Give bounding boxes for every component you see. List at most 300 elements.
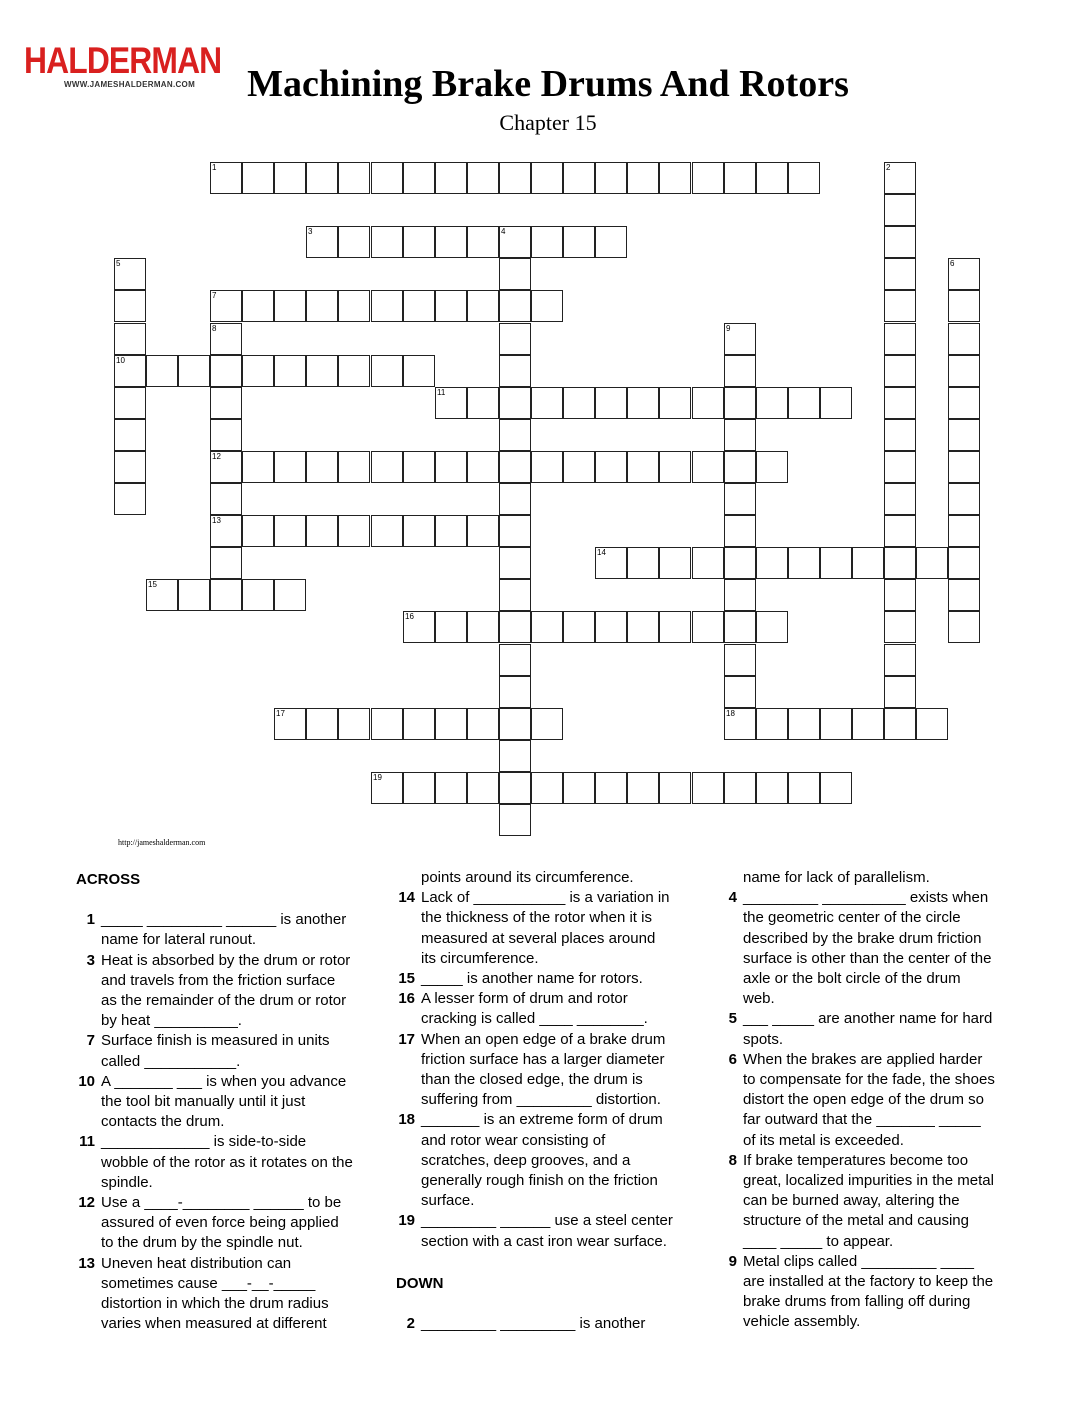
crossword-cell[interactable]: [210, 419, 242, 451]
crossword-cell[interactable]: [242, 355, 274, 387]
crossword-cell[interactable]: [724, 772, 756, 804]
crossword-cell[interactable]: [692, 387, 724, 419]
crossword-cell[interactable]: [499, 451, 531, 483]
crossword-cell[interactable]: [692, 772, 724, 804]
crossword-cell[interactable]: [820, 772, 852, 804]
clue-text-line: When an open edge of a brake drum: [421, 1030, 666, 1048]
crossword-cell[interactable]: [884, 611, 916, 643]
crossword-cell[interactable]: [435, 162, 467, 194]
crossword-cell[interactable]: [499, 804, 531, 836]
crossword-cell[interactable]: [210, 579, 242, 611]
crossword-cell[interactable]: [467, 387, 499, 419]
clue-text-line: spots.: [743, 1030, 784, 1048]
crossword-cell[interactable]: [948, 323, 980, 355]
clue-number-label: 18: [398, 1111, 415, 1129]
crossword-cell[interactable]: [531, 451, 563, 483]
clue-text-line: name for lack of parallelism.: [743, 869, 930, 886]
crossword-cell[interactable]: [948, 387, 980, 419]
crossword-cell[interactable]: [274, 290, 306, 322]
crossword-cell[interactable]: [435, 772, 467, 804]
crossword-cell[interactable]: [724, 355, 756, 387]
crossword-cell[interactable]: [756, 387, 788, 419]
clue-number-label: 16: [398, 990, 415, 1008]
crossword-cell[interactable]: [274, 515, 306, 547]
crossword-cell[interactable]: [531, 611, 563, 643]
crossword-cell[interactable]: [467, 772, 499, 804]
clue-column-3: [718, 868, 1018, 1333]
crossword-cell[interactable]: [467, 451, 499, 483]
crossword-cell[interactable]: [627, 547, 659, 579]
clue-text-line: far outward that the _______ _____: [743, 1111, 981, 1129]
crossword-cell[interactable]: [884, 515, 916, 547]
crossword-cell[interactable]: [884, 387, 916, 419]
crossword-cell[interactable]: [146, 355, 178, 387]
crossword-cell[interactable]: [306, 451, 338, 483]
crossword-cell[interactable]: [499, 419, 531, 451]
crossword-cell[interactable]: [820, 708, 852, 740]
clue-text-line: surface.: [421, 1192, 475, 1210]
crossword-cell[interactable]: [531, 162, 563, 194]
crossword-cell[interactable]: [948, 419, 980, 451]
clue-text-line: _________ __________ exists when: [743, 889, 989, 907]
clue-text-line: its circumference.: [421, 949, 539, 967]
crossword-cell[interactable]: [403, 290, 435, 322]
crossword-cell[interactable]: [884, 547, 916, 579]
crossword-cell[interactable]: [884, 419, 916, 451]
crossword-cell[interactable]: [210, 387, 242, 419]
clue-across-3: [76, 951, 376, 1032]
crossword-cell[interactable]: [627, 451, 659, 483]
crossword-cell[interactable]: [274, 579, 306, 611]
crossword-cell[interactable]: [499, 579, 531, 611]
crossword-cell[interactable]: [788, 162, 820, 194]
clue-number: 1: [212, 163, 217, 172]
crossword-cell[interactable]: [692, 162, 724, 194]
crossword-cell[interactable]: [338, 162, 370, 194]
crossword-cell[interactable]: [499, 483, 531, 515]
crossword-cell[interactable]: [916, 547, 948, 579]
clue-number-label: 17: [398, 1030, 415, 1048]
clue-text-line: A lesser form of drum and rotor: [421, 990, 628, 1008]
crossword-cell[interactable]: [724, 483, 756, 515]
crossword-cell[interactable]: [435, 611, 467, 643]
clue-text-line: _________ _________ is another: [421, 1315, 646, 1333]
crossword-cell[interactable]: [371, 162, 403, 194]
crossword-cell[interactable]: [210, 355, 242, 387]
clue-text-line: Metal clips called _________ ____: [743, 1252, 974, 1270]
crossword-cell[interactable]: [884, 483, 916, 515]
clue-number-label: 4: [728, 889, 737, 907]
clue-number: 10: [116, 356, 125, 365]
clue-text-line: section with a cast iron wear surface.: [421, 1232, 667, 1250]
clue-down-5: [718, 1009, 1018, 1049]
crossword-cell[interactable]: [627, 387, 659, 419]
clue-number: 17: [276, 709, 285, 718]
crossword-cell[interactable]: [692, 611, 724, 643]
crossword-cell[interactable]: [114, 355, 146, 387]
clue-text-line: measured at several places around: [421, 929, 656, 947]
clue-across-10: [76, 1072, 376, 1133]
crossword-cell[interactable]: [306, 515, 338, 547]
clue-text-line: When the brakes are applied harder: [743, 1050, 983, 1068]
crossword-cell[interactable]: [435, 290, 467, 322]
crossword-cell[interactable]: [724, 708, 756, 740]
crossword-cell[interactable]: [531, 226, 563, 258]
crossword-cell[interactable]: [467, 290, 499, 322]
crossword-cell[interactable]: [435, 387, 467, 419]
crossword-cell[interactable]: [884, 708, 916, 740]
clue-number: 8: [212, 324, 217, 333]
clue-across-18: [396, 1110, 696, 1211]
crossword-cell[interactable]: [114, 387, 146, 419]
page-title: Machining Brake Drums And Rotors: [247, 63, 849, 105]
crossword-cell[interactable]: [146, 579, 178, 611]
crossword-cell[interactable]: [788, 708, 820, 740]
crossword-cell[interactable]: [467, 162, 499, 194]
clue-across-16: [396, 989, 696, 1029]
crossword-cell[interactable]: [724, 611, 756, 643]
crossword-cell[interactable]: [659, 772, 691, 804]
crossword-cell[interactable]: [403, 451, 435, 483]
crossword-cell[interactable]: [371, 290, 403, 322]
clue-down-continued: [718, 868, 1018, 888]
clue-text-line: and rotor wear consisting of: [421, 1131, 606, 1149]
clue-text-line: Lack of ___________ is a variation in: [421, 889, 670, 907]
crossword-cell[interactable]: [403, 355, 435, 387]
clue-text-line: wobble of the rotor as it rotates on the: [101, 1153, 353, 1171]
crossword-cell[interactable]: [724, 162, 756, 194]
clue-text-line: distortion in which the drum radius: [101, 1295, 329, 1313]
crossword-cell[interactable]: [531, 387, 563, 419]
crossword-cell[interactable]: [242, 290, 274, 322]
crossword-cell[interactable]: [595, 772, 627, 804]
crossword-cell[interactable]: [274, 708, 306, 740]
crossword-cell[interactable]: [659, 162, 691, 194]
crossword-cell[interactable]: [948, 451, 980, 483]
crossword-cell[interactable]: [563, 226, 595, 258]
crossword-cell[interactable]: [756, 611, 788, 643]
crossword-cell[interactable]: [563, 387, 595, 419]
crossword-cell[interactable]: [499, 708, 531, 740]
clue-text-line: the tool bit manually until it just: [101, 1093, 306, 1111]
crossword-cell[interactable]: [403, 611, 435, 643]
logo-wordmark: HALDERMAN: [24, 40, 222, 81]
crossword-cell[interactable]: [884, 355, 916, 387]
crossword-cell[interactable]: [403, 162, 435, 194]
crossword-cell[interactable]: [210, 323, 242, 355]
crossword-cell[interactable]: [306, 708, 338, 740]
crossword-cell[interactable]: [724, 515, 756, 547]
clue-text-line: than the closed edge, the drum is: [421, 1071, 643, 1089]
crossword-cell[interactable]: [114, 419, 146, 451]
clue-number-label: 11: [79, 1133, 95, 1151]
clue-across-14: [396, 888, 696, 969]
clue-across-19: [396, 1211, 696, 1251]
clue-text-line: Heat is absorbed by the drum or rotor: [101, 951, 351, 969]
crossword-cell[interactable]: [884, 451, 916, 483]
clue-text-line: varies when measured at different: [101, 1315, 327, 1333]
clue-text-line: axle or the bolt circle of the drum: [743, 970, 961, 988]
crossword-cell[interactable]: [403, 772, 435, 804]
clue-number: 12: [212, 452, 221, 461]
clue-text-line: contacts the drum.: [101, 1113, 225, 1131]
clue-text-line: the geometric center of the circle: [743, 909, 961, 927]
crossword-cell[interactable]: [884, 162, 916, 194]
clue-text-line: to compensate for the fade, the shoes: [743, 1071, 995, 1089]
clue-text-line: described by the brake drum friction: [743, 929, 982, 947]
crossword-cell[interactable]: [724, 323, 756, 355]
crossword-cell[interactable]: [884, 676, 916, 708]
clue-number: 16: [405, 612, 414, 621]
crossword-cell[interactable]: [371, 451, 403, 483]
crossword-cell[interactable]: [499, 740, 531, 772]
crossword-cell[interactable]: [724, 579, 756, 611]
crossword-cell[interactable]: [338, 451, 370, 483]
clue-down-6: [718, 1050, 1018, 1151]
clue-across-1: [76, 910, 376, 950]
crossword-cell[interactable]: [114, 290, 146, 322]
clue-number: 2: [886, 163, 891, 172]
crossword-cell[interactable]: [210, 162, 242, 194]
crossword-cell[interactable]: [467, 611, 499, 643]
clue-across-13: [76, 1254, 376, 1335]
crossword-cell[interactable]: [595, 611, 627, 643]
crossword-cell[interactable]: [306, 162, 338, 194]
crossword-cell[interactable]: [435, 451, 467, 483]
crossword-cell[interactable]: [563, 611, 595, 643]
crossword-cell[interactable]: [242, 451, 274, 483]
crossword-cell[interactable]: [692, 547, 724, 579]
crossword-cell[interactable]: [114, 323, 146, 355]
clue-text-line: cracking is called ____ ________.: [421, 1010, 648, 1028]
crossword-cell[interactable]: [435, 515, 467, 547]
crossword-cell[interactable]: [595, 547, 627, 579]
crossword-cell[interactable]: [371, 355, 403, 387]
clue-text-line: A _______ ___ is when you advance: [101, 1072, 347, 1090]
crossword-cell[interactable]: [948, 355, 980, 387]
crossword-cell[interactable]: [274, 162, 306, 194]
crossword-cell[interactable]: [884, 579, 916, 611]
crossword-cell[interactable]: [820, 387, 852, 419]
clue-text-line: Surface finish is measured in units: [101, 1032, 330, 1050]
crossword-cell[interactable]: [756, 547, 788, 579]
crossword-cell[interactable]: [563, 162, 595, 194]
crossword-cell[interactable]: [210, 451, 242, 483]
crossword-cell[interactable]: [467, 708, 499, 740]
crossword-cell[interactable]: [563, 451, 595, 483]
crossword-cell[interactable]: [948, 515, 980, 547]
crossword-cell[interactable]: [371, 772, 403, 804]
crossword-cell[interactable]: [948, 611, 980, 643]
across-heading: ACROSS: [76, 871, 141, 888]
crossword-cell[interactable]: [724, 644, 756, 676]
crossword-cell[interactable]: [692, 451, 724, 483]
clue-text-line: assured of even force being applied: [101, 1214, 339, 1232]
crossword-cell[interactable]: [595, 162, 627, 194]
clue-text-line: surface is other than the center of the: [743, 949, 992, 967]
crossword-cell[interactable]: [884, 258, 916, 290]
crossword-cell[interactable]: [338, 355, 370, 387]
clue-across-15: [396, 969, 696, 989]
crossword-cell[interactable]: [659, 547, 691, 579]
crossword-cell[interactable]: [659, 451, 691, 483]
crossword-cell[interactable]: [948, 483, 980, 515]
clue-text-line: _______ is an extreme form of drum: [421, 1111, 663, 1129]
crossword-cell[interactable]: [884, 644, 916, 676]
crossword-cell[interactable]: [499, 323, 531, 355]
crossword-cell[interactable]: [788, 387, 820, 419]
crossword-cell[interactable]: [467, 515, 499, 547]
crossword-cell[interactable]: [499, 162, 531, 194]
crossword-cell[interactable]: [724, 451, 756, 483]
crossword-cell[interactable]: [788, 547, 820, 579]
crossword-cell[interactable]: [852, 708, 884, 740]
crossword-cell[interactable]: [595, 226, 627, 258]
crossword-cell[interactable]: [820, 547, 852, 579]
crossword-cell[interactable]: [595, 387, 627, 419]
crossword-cell[interactable]: [724, 547, 756, 579]
crossword-cell[interactable]: [659, 611, 691, 643]
clue-text-line: structure of the metal and causing: [743, 1212, 969, 1230]
clue-across-12: [76, 1193, 376, 1254]
clue-text-line: Use a ____-________ ______ to be: [101, 1194, 342, 1212]
crossword-cell[interactable]: [242, 162, 274, 194]
clue-text-line: spindle.: [101, 1173, 153, 1191]
crossword-cell[interactable]: [499, 547, 531, 579]
crossword-cell[interactable]: [338, 708, 370, 740]
crossword-cell[interactable]: [499, 611, 531, 643]
crossword-cell[interactable]: [948, 290, 980, 322]
crossword-cell[interactable]: [627, 611, 659, 643]
crossword-cell[interactable]: [948, 579, 980, 611]
crossword-cell[interactable]: [627, 772, 659, 804]
clue-number: 18: [726, 709, 735, 718]
crossword-cell[interactable]: [210, 547, 242, 579]
crossword-cell[interactable]: [371, 226, 403, 258]
crossword-cell[interactable]: [948, 547, 980, 579]
crossword-cell[interactable]: [403, 708, 435, 740]
clue-number: 4: [501, 227, 506, 236]
clue-number-label: 15: [398, 970, 415, 988]
crossword-cell[interactable]: [403, 226, 435, 258]
crossword-cell[interactable]: [210, 483, 242, 515]
crossword-cell[interactable]: [371, 708, 403, 740]
crossword-cell[interactable]: [338, 515, 370, 547]
crossword-cell[interactable]: [499, 676, 531, 708]
clue-text-line: _____ _________ ______ is another: [101, 911, 347, 929]
crossword-cell[interactable]: [627, 162, 659, 194]
clue-text-line: If brake temperatures become too: [743, 1151, 969, 1169]
clue-text-line: great, localized impurities in the metal: [743, 1172, 994, 1190]
crossword-cell[interactable]: [756, 162, 788, 194]
crossword-cell[interactable]: [210, 290, 242, 322]
crossword-cell[interactable]: [499, 226, 531, 258]
clue-number-label: 9: [728, 1252, 737, 1270]
clue-number-label: 6: [728, 1050, 737, 1068]
down-heading: DOWN: [396, 1274, 444, 1292]
clue-text-line: web.: [743, 990, 775, 1008]
across-clues-part-1: [76, 910, 376, 1334]
crossword-cell[interactable]: [306, 226, 338, 258]
clue-text-line: are installed at the factory to keep the: [743, 1273, 994, 1291]
crossword-cell[interactable]: [499, 387, 531, 419]
crossword-cell[interactable]: [884, 194, 916, 226]
crossword-cell[interactable]: [756, 451, 788, 483]
clue-text-line: points around its circumference.: [421, 869, 634, 886]
crossword-cell[interactable]: [274, 451, 306, 483]
crossword-cell[interactable]: [884, 290, 916, 322]
crossword-cell[interactable]: [499, 772, 531, 804]
clue-number-label: 5: [728, 1010, 737, 1028]
clue-across-11: [76, 1132, 376, 1193]
crossword-cell[interactable]: [467, 226, 499, 258]
crossword-cell[interactable]: [788, 772, 820, 804]
crossword-cell[interactable]: [435, 708, 467, 740]
crossword-cell[interactable]: [114, 258, 146, 290]
crossword-cell[interactable]: [659, 387, 691, 419]
crossword-cell[interactable]: [114, 483, 146, 515]
crossword-cell[interactable]: [306, 290, 338, 322]
clue-text-line: by heat __________.: [101, 1012, 242, 1030]
crossword-cell[interactable]: [306, 355, 338, 387]
crossword-cell[interactable]: [948, 258, 980, 290]
crossword-cell[interactable]: [242, 515, 274, 547]
crossword-cell[interactable]: [403, 515, 435, 547]
crossword-cell[interactable]: [178, 355, 210, 387]
crossword-cell[interactable]: [338, 290, 370, 322]
crossword-cell[interactable]: [531, 708, 563, 740]
crossword-cell[interactable]: [563, 772, 595, 804]
clue-down-2: [396, 1314, 696, 1334]
clue-text-line: sometimes cause ___-__-_____: [101, 1274, 316, 1292]
crossword-cell[interactable]: [178, 579, 210, 611]
clue-text-line: as the remainder of the drum or rotor: [101, 992, 347, 1010]
crossword-cell[interactable]: [499, 515, 531, 547]
clue-number: 3: [308, 227, 313, 236]
crossword-cell[interactable]: [531, 290, 563, 322]
crossword-cell[interactable]: [884, 323, 916, 355]
crossword-cell[interactable]: [595, 451, 627, 483]
crossword-cell[interactable]: [499, 644, 531, 676]
crossword-cell[interactable]: [499, 355, 531, 387]
crossword-cell[interactable]: [499, 258, 531, 290]
crossword-cell[interactable]: [916, 708, 948, 740]
clue-number: 5: [116, 259, 121, 268]
crossword-cell[interactable]: [756, 772, 788, 804]
crossword-cell[interactable]: [114, 451, 146, 483]
crossword-cell[interactable]: [371, 515, 403, 547]
clue-text-line: ____ _____ to appear.: [743, 1232, 894, 1250]
down-clues-part-2: [718, 868, 1018, 1333]
crossword-cell[interactable]: [852, 547, 884, 579]
crossword-cell[interactable]: [499, 290, 531, 322]
crossword-cell[interactable]: [210, 515, 242, 547]
crossword-cell[interactable]: [724, 387, 756, 419]
clue-number-label: 14: [398, 889, 415, 907]
crossword-cell[interactable]: [531, 772, 563, 804]
clue-number: 13: [212, 516, 221, 525]
clue-number: 19: [373, 773, 382, 782]
clue-number-label: 13: [78, 1254, 95, 1272]
crossword-cell[interactable]: [724, 419, 756, 451]
crossword-cell[interactable]: [274, 355, 306, 387]
crossword-cell[interactable]: [242, 579, 274, 611]
crossword-cell[interactable]: [884, 226, 916, 258]
crossword-cell[interactable]: [756, 708, 788, 740]
crossword-cell[interactable]: [338, 226, 370, 258]
crossword-cell[interactable]: [724, 676, 756, 708]
crossword-cell[interactable]: [435, 226, 467, 258]
